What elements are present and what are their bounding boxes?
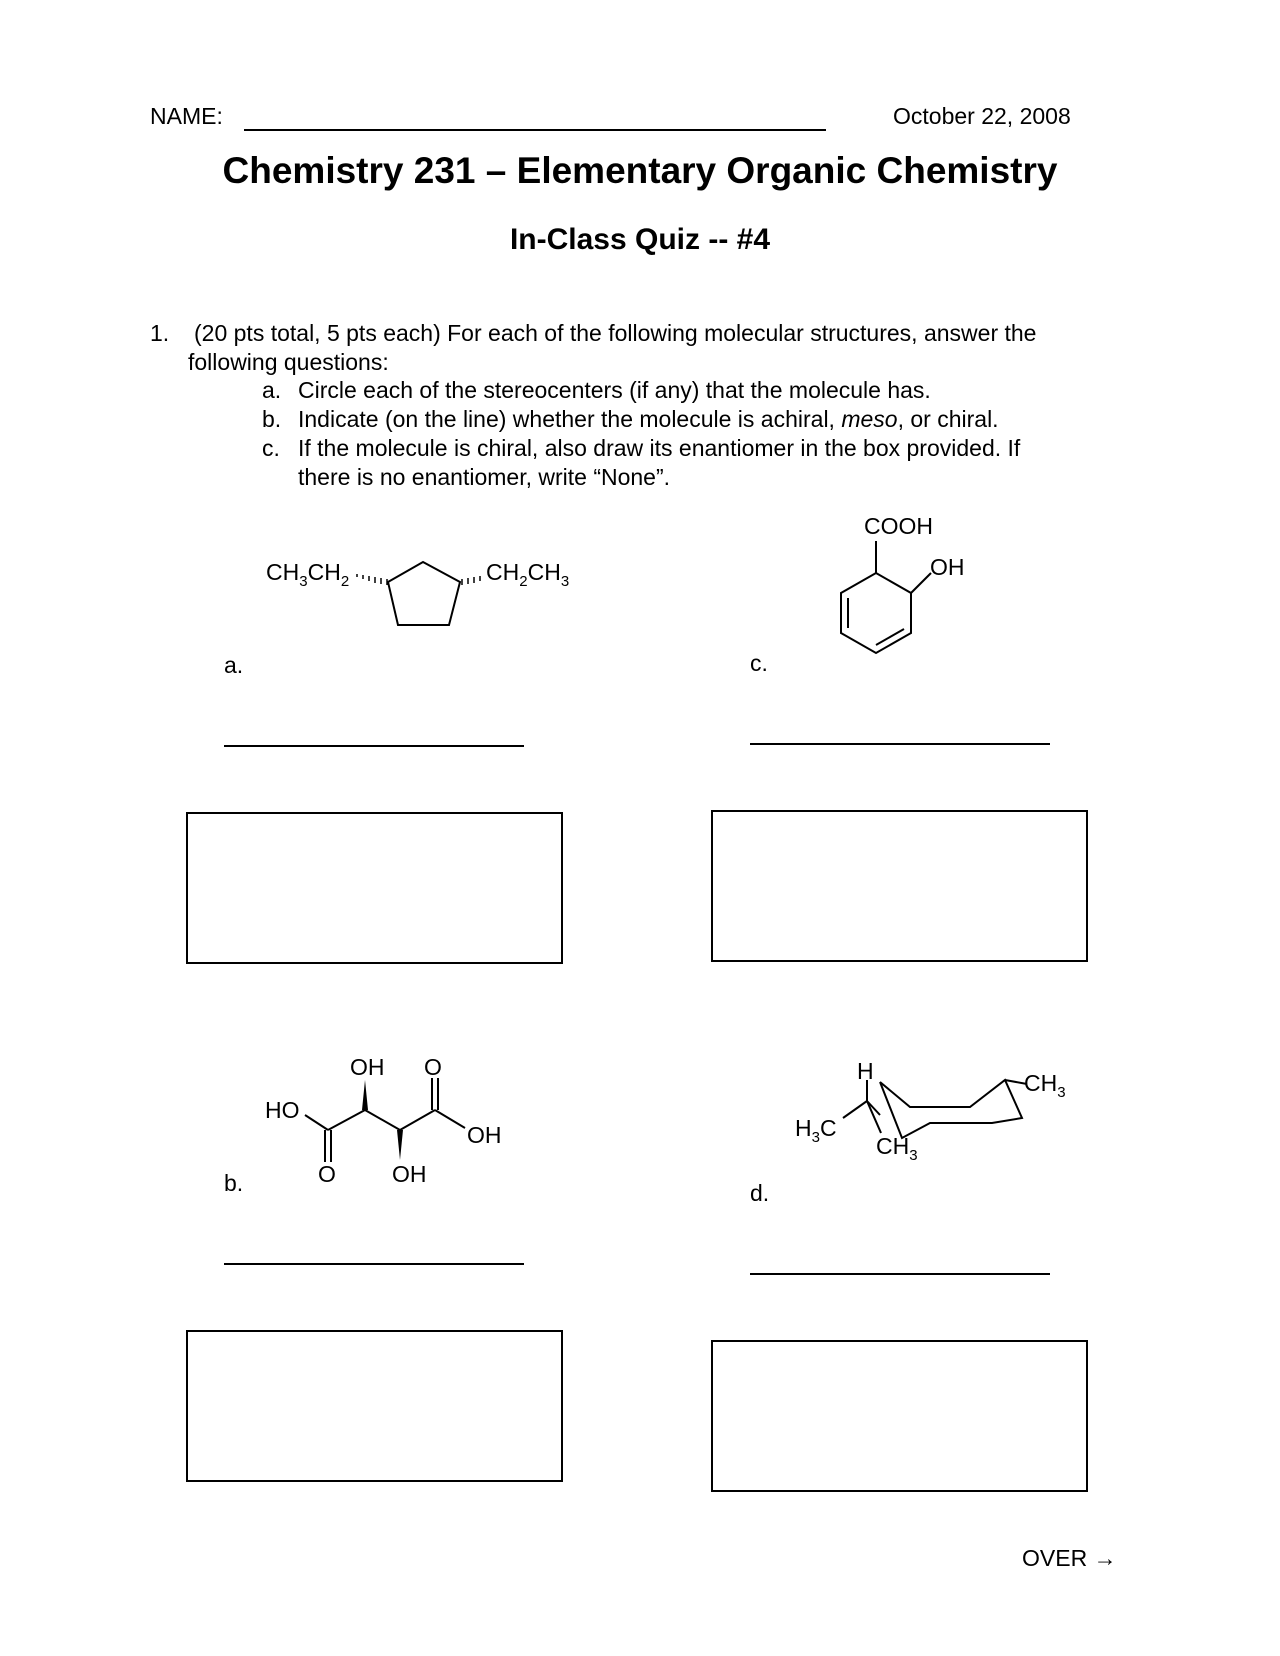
molecule-d-label: d. <box>750 1180 770 1206</box>
molecule-a-label: a. <box>224 652 244 678</box>
name-label: NAME: <box>150 103 223 129</box>
hydroxyl-label: OH <box>930 554 965 580</box>
hydroxyl-left-label: HO <box>265 1097 300 1123</box>
methyl-right-label: $CH_3$ <box>1024 1070 1066 1101</box>
page-subtitle: In-Class Quiz -- #4 <box>509 223 771 256</box>
ethyl-right-label: $CH_2CH_3$ <box>486 559 570 590</box>
methyl-left-label: $H_3C$ <box>795 1115 837 1146</box>
molecule-a-structure <box>250 545 610 635</box>
subpart-c-text-line1: If the molecule is chiral, also draw its enantiomer in the box provided. If <box>298 435 1021 461</box>
wedge-bond-top <box>362 1080 368 1110</box>
answer-line-b[interactable] <box>224 1263 524 1265</box>
wedge-bond-bottom <box>397 1130 403 1160</box>
name-input-line[interactable] <box>244 129 826 131</box>
enantiomer-box-b[interactable] <box>186 1330 563 1482</box>
carbonyl-o-top-label: O <box>424 1054 442 1080</box>
subpart-b-text: Indicate (on the line) whether the molecule is achiral, meso, or chiral. <box>298 406 999 432</box>
answer-line-d[interactable] <box>750 1273 1050 1275</box>
molecule-b-label: b. <box>224 1170 244 1196</box>
hydrogen-label: H <box>857 1060 874 1084</box>
hydroxyl-top-label: OH <box>350 1054 385 1080</box>
enantiomer-box-d[interactable] <box>711 1340 1088 1492</box>
question-text-line2: following questions: <box>188 349 389 375</box>
enantiomer-box-c[interactable] <box>711 810 1088 962</box>
benzene-ring <box>841 573 911 653</box>
over-indicator: OVER → <box>1022 1545 1117 1571</box>
hydroxyl-bottom-label: OH <box>392 1161 427 1187</box>
enantiomer-box-a[interactable] <box>186 812 563 964</box>
subpart-c-letter: c. <box>262 435 280 461</box>
hydroxyl-right-label: OH <box>467 1122 502 1148</box>
molecule-b-structure <box>260 1050 520 1190</box>
molecule-c-structure <box>800 510 1020 660</box>
subpart-a-letter: a. <box>262 377 282 403</box>
molecule-d-structure <box>780 1060 1070 1180</box>
quiz-date: October 22, 2008 <box>893 103 1071 129</box>
cyclohexane-chair <box>880 1080 1022 1138</box>
question-number: 1. <box>150 320 170 346</box>
question-text-line1: (20 pts total, 5 pts each) For each of the following molecular structures, answer the <box>194 320 1037 346</box>
cyclopentane-ring <box>388 562 460 625</box>
answer-line-c[interactable] <box>750 743 1050 745</box>
methyl-bottom-label: $CH_3$ <box>876 1133 918 1164</box>
molecule-c-label: c. <box>750 650 768 676</box>
carbonyl-o-bottom-label: O <box>318 1161 336 1187</box>
subpart-b-letter: b. <box>262 406 282 432</box>
page-title: Chemistry 231 – Elementary Organic Chemistry <box>222 150 1058 191</box>
ethyl-left-label: $CH_3CH_2$ <box>266 559 350 590</box>
answer-line-a[interactable] <box>224 745 524 747</box>
subpart-a-text: Circle each of the stereocenters (if any) that the molecule has. <box>298 377 931 403</box>
carboxylic-acid-label: COOH <box>864 513 933 539</box>
subpart-c-text-line2: there is no enantiomer, write “None”. <box>298 464 671 490</box>
